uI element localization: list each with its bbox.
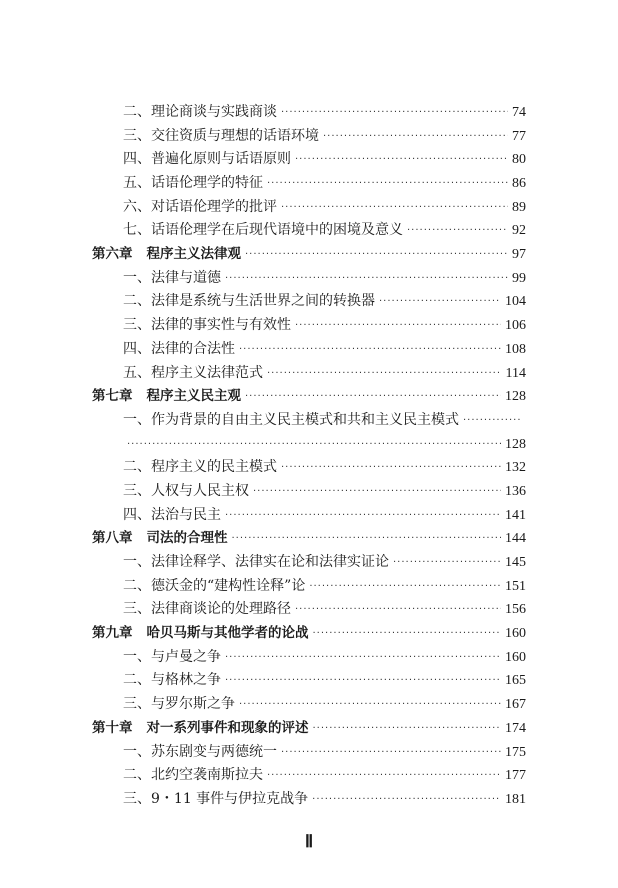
page-number: 174 [505, 720, 526, 736]
section-title: 二、法律是系统与生活世界之间的转换器 [123, 293, 375, 310]
toc-section-entry [92, 764, 526, 788]
dot-leader [309, 575, 501, 599]
page-number: 92 [512, 223, 526, 239]
dot-leader [313, 717, 502, 741]
toc-section-entry [92, 575, 526, 599]
toc-chapter-entry [92, 385, 526, 409]
dot-leader [232, 527, 502, 551]
section-title: 五、程序主义法律范式 [123, 364, 263, 381]
dot-leader [267, 764, 501, 788]
dot-leader [225, 646, 501, 670]
dot-leader [281, 741, 501, 765]
page-number: 97 [512, 247, 526, 263]
page-number: 156 [505, 602, 526, 618]
toc-chapter-entry [92, 717, 526, 741]
page-number: 141 [505, 507, 526, 523]
toc-section-entry [92, 788, 526, 812]
section-title: 四、法律的合法性 [123, 340, 235, 357]
dot-leader [239, 338, 501, 362]
toc-section-entry [92, 172, 526, 196]
dot-leader [281, 101, 508, 125]
page-number: 77 [512, 128, 526, 144]
page-number: 145 [505, 555, 526, 571]
toc-section-entry [92, 148, 526, 172]
section-title: 一、与卢曼之争 [123, 648, 221, 665]
page-number: 86 [512, 176, 526, 192]
dot-leader [267, 362, 502, 386]
section-title: 一、作为背景的自由主义民主模式和共和主义民主模式 [123, 411, 459, 428]
dot-leader [225, 267, 508, 291]
toc-section-entry [92, 456, 526, 480]
toc-chapter-entry [92, 243, 526, 267]
section-title: 一、法律诠释学、法律实在论和法律实证论 [123, 554, 389, 571]
page-number: 132 [505, 460, 526, 476]
page-number: 160 [505, 649, 526, 665]
dot-leader [281, 196, 508, 220]
toc-section-entry [92, 196, 526, 220]
dot-leader [379, 290, 501, 314]
dot-leader [323, 125, 508, 149]
dot-leader [407, 219, 508, 243]
dot-leader [313, 622, 502, 646]
toc-section-entry [92, 693, 526, 717]
section-title: 七、话语伦理学在后现代语境中的困境及意义 [123, 222, 403, 239]
chapter-title: 程序主义法律观 [146, 246, 241, 263]
chapter-label: 第七章 [92, 388, 133, 405]
toc-section-entry [92, 219, 526, 243]
toc-section-entry [92, 480, 526, 504]
page-number: 128 [505, 436, 526, 452]
page-number: 144 [505, 531, 526, 547]
toc-section-entry [92, 101, 526, 125]
toc-section-entry [92, 291, 526, 315]
toc-section-entry [92, 646, 526, 670]
section-title: 三、与罗尔斯之争 [123, 696, 235, 713]
dot-leader [312, 788, 501, 812]
section-title: 二、理论商谈与实践商谈 [123, 103, 277, 120]
dot-leader [253, 480, 501, 504]
dot-leader [463, 409, 522, 433]
toc-section-entry [92, 741, 526, 765]
dot-leader [281, 456, 501, 480]
section-title: 一、法律与道德 [123, 269, 221, 286]
section-title: 三、法律的事实性与有效性 [123, 317, 291, 334]
dot-leader [225, 504, 501, 528]
page-number: 104 [505, 294, 526, 310]
page-number: 74 [512, 104, 526, 120]
dot-leader [225, 669, 501, 693]
section-title: 三、交往资质与理想的话语环境 [123, 127, 319, 144]
dot-leader [267, 172, 508, 196]
page-number: 108 [505, 341, 526, 357]
dot-leader [295, 148, 508, 172]
section-title: 五、话语伦理学的特征 [123, 175, 263, 192]
toc-section-entry [92, 125, 526, 149]
page-number: 160 [505, 626, 526, 642]
page-number: 167 [505, 697, 526, 713]
page-number: 128 [505, 389, 526, 405]
page-number: 165 [505, 673, 526, 689]
page-number: 106 [505, 318, 526, 334]
dot-leader [127, 433, 501, 457]
toc-entry-continuation [92, 433, 526, 457]
dot-leader [393, 551, 501, 575]
toc-section-entry [92, 598, 526, 622]
section-title: 六、对话语伦理学的批评 [123, 198, 277, 215]
page-number: 177 [505, 768, 526, 784]
page-number: 89 [512, 199, 526, 215]
page-number: 80 [512, 152, 526, 168]
table-of-contents [92, 101, 526, 812]
dot-leader [295, 598, 501, 622]
chapter-label: 第六章 [92, 246, 133, 263]
section-title: 一、苏东剧变与两德统一 [123, 743, 277, 760]
section-title: 三、9・11 事件与伊拉克战争 [123, 790, 309, 807]
page-number: 181 [505, 791, 526, 807]
dot-leader [295, 314, 501, 338]
chapter-title: 程序主义民主观 [146, 388, 241, 405]
section-title: 三、法律商谈论的处理路径 [123, 601, 291, 618]
toc-section-entry [92, 409, 526, 433]
toc-section-entry [92, 362, 526, 386]
page-number: 114 [505, 365, 526, 381]
toc-section-entry [92, 504, 526, 528]
toc-section-entry [92, 670, 526, 694]
page-number: 136 [505, 483, 526, 499]
section-title: 四、法治与民主 [123, 506, 221, 523]
toc-section-entry [92, 314, 526, 338]
chapter-title: 哈贝马斯与其他学者的论战 [146, 625, 309, 642]
chapter-title: 司法的合理性 [146, 530, 228, 547]
section-title: 二、与格林之争 [123, 672, 221, 689]
section-title: 四、普遍化原则与话语原则 [123, 151, 291, 168]
page-number: 99 [512, 270, 526, 286]
section-title: 二、德沃金的“建构性诠释”论 [123, 577, 306, 594]
chapter-label: 第十章 [92, 719, 133, 736]
toc-chapter-entry [92, 622, 526, 646]
section-title: 三、人权与人民主权 [123, 482, 249, 499]
toc-section-entry [92, 338, 526, 362]
section-title: 二、北约空袭南斯拉夫 [123, 767, 263, 784]
dot-leader [239, 693, 501, 717]
chapter-title: 对一系列事件和现象的评述 [146, 719, 309, 736]
page-number: 151 [505, 578, 526, 594]
toc-chapter-entry [92, 527, 526, 551]
dot-leader [245, 243, 508, 267]
toc-section-entry [92, 267, 526, 291]
chapter-label: 第九章 [92, 625, 133, 642]
page-number: 175 [505, 744, 526, 760]
toc-section-entry [92, 551, 526, 575]
page-folio: Ⅱ [304, 832, 314, 851]
dot-leader [245, 385, 501, 409]
chapter-label: 第八章 [92, 530, 133, 547]
section-title: 二、程序主义的民主模式 [123, 459, 277, 476]
